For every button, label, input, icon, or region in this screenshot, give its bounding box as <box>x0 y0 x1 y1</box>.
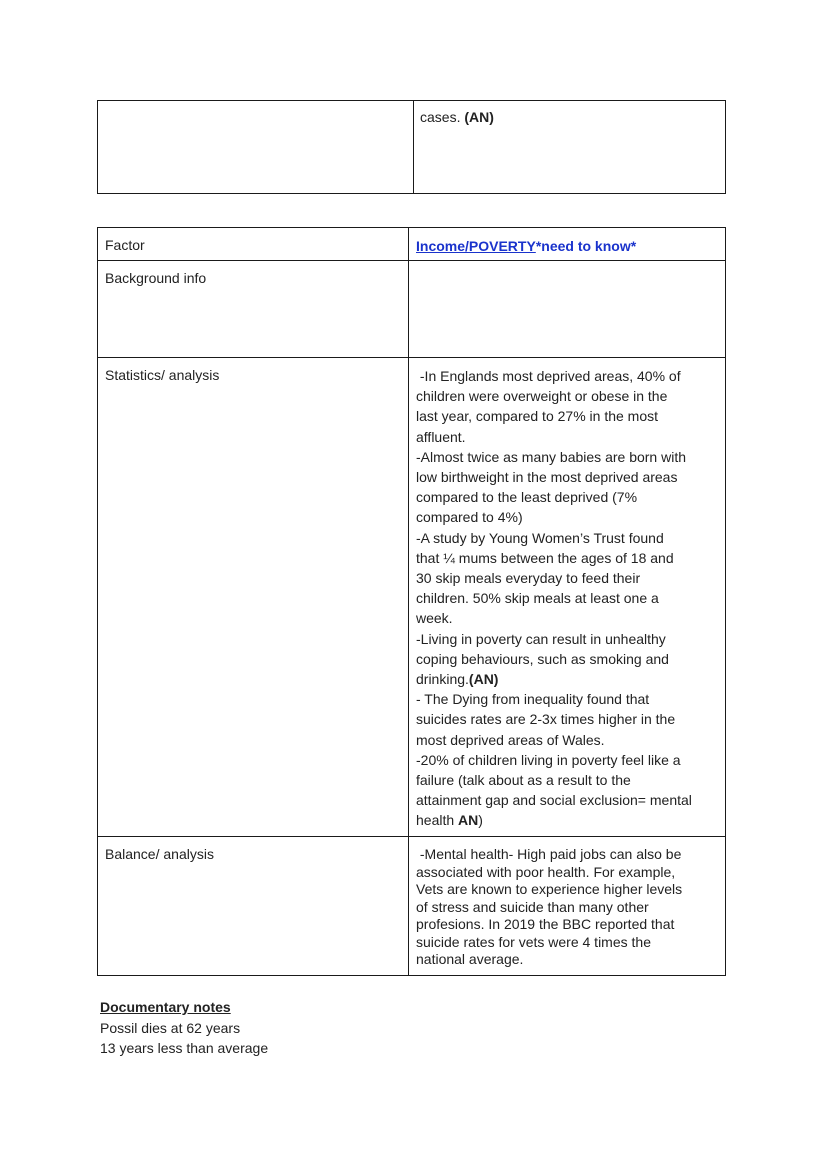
statistics-row <box>98 358 726 837</box>
background-value <box>409 261 726 358</box>
continuation-tag: (AN) <box>464 109 494 125</box>
statistics-line: attainment gap and social exclusion= mental <box>416 792 692 809</box>
balance-line: -Mental health- High paid jobs can also be <box>416 846 682 862</box>
statistics-an-tag: (AN) <box>468 671 499 688</box>
balance-line: of stress and suicide than many other <box>416 898 649 915</box>
statistics-value <box>409 358 726 837</box>
balance-line: Vets are known to experience higher levels <box>416 881 683 897</box>
statistics-label: Statistics/ analysis <box>98 358 409 837</box>
statistics-line: children. 50% skip meals at least one a <box>416 590 659 607</box>
statistics-line: - The Dying from inequality found that <box>416 691 650 708</box>
statistics-line: children were overweight or obese in the <box>416 388 668 405</box>
continuation-right-cell <box>414 101 726 194</box>
continuation-text: cases. <box>420 109 461 125</box>
factor-link[interactable]: Income/POVERTY <box>416 238 536 254</box>
documentary-note-line: 13 years less than average <box>100 1040 269 1056</box>
statistics-line: affluent. <box>416 428 466 445</box>
statistics-line: compared to 4%) <box>416 509 523 526</box>
statistics-line: last year, compared to 27% in the most <box>416 408 659 425</box>
factor-row <box>98 228 726 261</box>
balance-line: national average. <box>416 951 524 967</box>
statistics-line-text: drinking. <box>416 671 469 688</box>
statistics-close-paren: ) <box>478 812 483 829</box>
statistics-line: -Almost twice as many babies are born with <box>416 448 686 465</box>
balance-row <box>98 837 726 976</box>
balance-label: Balance/ analysis <box>98 837 409 976</box>
statistics-line: coping behaviours, such as smoking and <box>416 650 669 667</box>
background-label: Background info <box>98 261 409 358</box>
statistics-line: week. <box>416 610 453 627</box>
factor-table <box>97 227 726 976</box>
statistics-line: -A study by Young Women’s Trust found <box>416 529 664 546</box>
statistics-line: -Living in poverty can result in unhealthy <box>416 630 666 647</box>
statistics-line: most deprived areas of Wales. <box>416 731 605 748</box>
documentary-notes <box>100 997 268 1059</box>
statistics-line <box>416 669 719 689</box>
statistics-line: suicides rates are 2-3x times higher in the <box>416 711 676 728</box>
statistics-line: that ¼ mums between the ages of 18 and <box>416 549 674 566</box>
balance-line: suicide rates for vets were 4 times the <box>416 933 651 950</box>
balance-value <box>409 837 726 976</box>
statistics-line: failure (talk about as a result to the <box>416 772 631 789</box>
statistics-line: 30 skip meals everyday to feed their <box>416 570 641 587</box>
factor-suffix: *need to know* <box>535 238 637 254</box>
statistics-line: low birthweight in the most deprived areas <box>416 469 678 486</box>
statistics-an-tag: AN <box>458 812 479 829</box>
background-row <box>98 261 726 358</box>
documentary-notes-title: Documentary notes <box>100 999 231 1015</box>
statistics-line-text: health <box>416 812 459 829</box>
continuation-table <box>97 100 726 194</box>
statistics-line: compared to the least deprived (7% <box>416 489 638 506</box>
factor-label: Factor <box>98 228 409 261</box>
statistics-line <box>416 810 719 830</box>
statistics-line: -In Englands most deprived areas, 40% of <box>416 368 681 384</box>
continuation-left-cell <box>98 101 414 194</box>
factor-value <box>409 228 726 261</box>
balance-line: profesions. In 2019 the BBC reported that <box>416 916 675 932</box>
statistics-line: -20% of children living in poverty feel like a <box>416 751 681 768</box>
balance-line: associated with poor health. For example, <box>416 863 676 880</box>
documentary-note-line: Possil dies at 62 years <box>100 1019 241 1036</box>
